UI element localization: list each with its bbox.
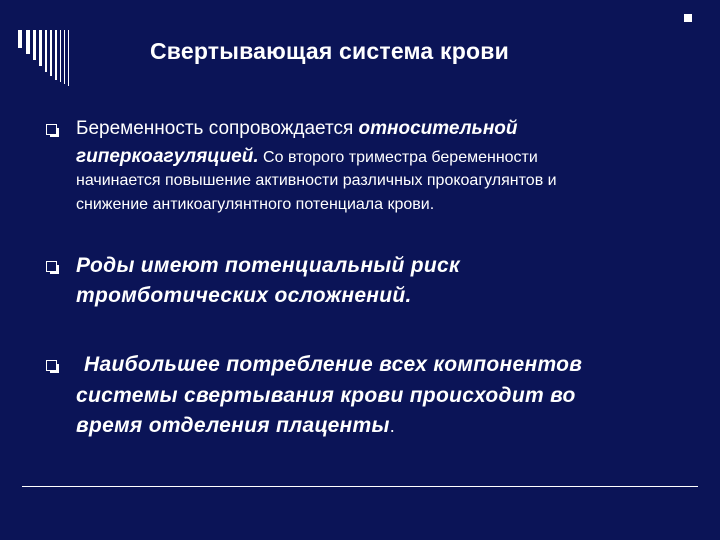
bullet-3-period: . <box>389 416 396 436</box>
bullet-3-line-3-text: время отделения плаценты <box>76 414 390 437</box>
bullet-1-line-1-text: Беременность сопровождается <box>76 118 359 139</box>
bullet-1-emphasis-2: гиперкоагуляцией. <box>76 146 259 167</box>
bullet-2-line-1: Роды имеют потенциальный риск <box>76 254 460 277</box>
bullet-square-icon <box>46 261 57 272</box>
decorative-square <box>684 14 692 22</box>
bullet-1-line-4: снижение антикоагулянтного потенциала крови. <box>76 196 435 213</box>
bullet-1-line-2-text: Со второго триместра беременности <box>258 149 538 166</box>
bottom-divider <box>22 486 698 487</box>
bullet-2-line-2: тромботических осложнений. <box>76 284 412 307</box>
bullet-1-line-3: начинается повышение активности различных прокоагулянтов и <box>76 172 557 189</box>
slide-title: Свертывающая система крови <box>150 38 509 64</box>
bullet-1-emphasis: относительной <box>358 118 518 139</box>
bullet-1-line-2 <box>76 146 538 168</box>
bullet-3-line-3 <box>76 414 395 438</box>
bullet-3-line-1: Наибольшее потребление всех компонентов <box>84 353 583 376</box>
bullet-1-line-1 <box>76 118 518 140</box>
decorative-bars <box>18 30 138 86</box>
bullet-3-line-2: системы свертывания крови происходит во <box>76 384 576 407</box>
bullet-square-icon <box>46 124 57 135</box>
bullet-square-icon <box>46 360 57 371</box>
